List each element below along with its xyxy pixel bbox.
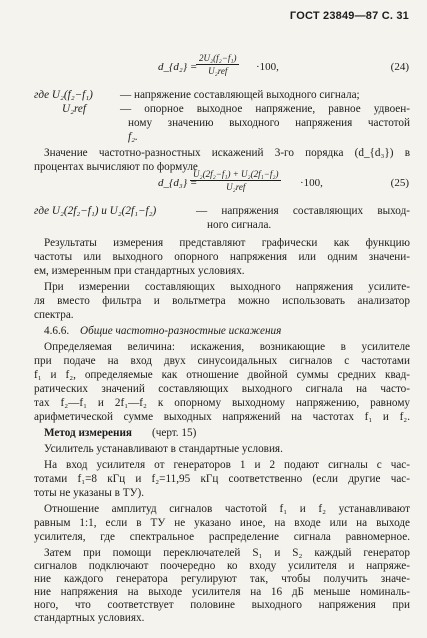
paragraph-text: [34, 624, 261, 638]
paragraph-text: спектра.: [34, 309, 74, 321]
paragraph-text: тах f₂—f₁ и 2f₁—f₂ к опорному выходному напряжению, равному: [34, 397, 410, 409]
definition-symbol: где U₂(f₂−f₁): [34, 89, 93, 101]
paragraph-text: Усилитель устанавливают в стандартные условия.: [44, 443, 283, 455]
paragraph-text: Затем при помощи переключателей S₁ и S₂ каждый генератор: [44, 547, 410, 559]
paragraph-line: [0, 598, 427, 612]
paragraph-line: [0, 502, 427, 516]
paragraph-text: усилителя, где спектральное распределение сигнала равномерное.: [34, 531, 410, 543]
section-number: 4.6.6.: [44, 325, 70, 337]
paragraph-text: при подаче на вход двух синусоидальных сигналов с частотами: [34, 355, 410, 367]
paragraph-text: Отношение амплитуд сигналов частотой f₁ и f₂ устанавливают: [44, 503, 410, 515]
definition-text: ному значению выходного напряжения частотой: [128, 117, 410, 129]
paragraph-line: [0, 572, 427, 586]
definition-text: ного сигнала.: [207, 219, 272, 231]
paragraph-text: ратических значений составляющих выходного сигнала на часто-: [34, 383, 410, 395]
definition-text: f₂.: [128, 131, 138, 143]
method-title: Метод измерения: [44, 427, 132, 439]
equation-24-denominator: U₂ref: [208, 66, 228, 76]
section-heading: [0, 324, 427, 338]
paragraph-line: [0, 611, 427, 625]
paragraph-line: [0, 368, 427, 382]
paragraph-line: [0, 382, 427, 396]
equation-24-fraction: [196, 52, 239, 77]
definition-text: — опорное выходное напряжение, равное удвоен-: [120, 103, 410, 115]
definition-line: [0, 88, 427, 102]
definition-text: — напряжение составляющей выходного сигнала;: [120, 89, 360, 101]
equation-25-number: (25): [390, 177, 409, 189]
paragraph-line: [0, 236, 427, 250]
paragraph-text: Результаты измерения представляют графически как функцию: [44, 237, 410, 249]
definition-line: [0, 116, 427, 130]
equation-24: [0, 52, 427, 82]
equation-25-lhs: d_{d₃} =: [158, 177, 198, 189]
definition-symbol: U₂ref: [62, 103, 86, 115]
paragraph-line: [0, 472, 427, 486]
definition-symbol: где U₂(2f₂−f₁) и U₂(2f₁−f₂): [34, 205, 157, 217]
paragraph-text: стандартных условиях.: [34, 612, 145, 624]
paragraph-line: [0, 410, 427, 424]
definition-line: [0, 218, 427, 232]
method-reference: (черт. 15): [152, 427, 197, 439]
paragraph-line: [0, 442, 427, 456]
paragraph-text: ного, что соответствует половине выходного напряжения при: [34, 599, 410, 611]
definition-text: — напряжения составляющих выход-: [196, 205, 410, 217]
paragraph-line: [0, 559, 427, 573]
equation-25-fraction: [190, 168, 281, 193]
page-header: ГОСТ 23849—87 С. 31: [289, 10, 409, 22]
paragraph-text: частоты или выходного опорного напряжения или одним значени-: [34, 251, 410, 263]
method-heading: [0, 426, 427, 440]
paragraph-text: равным 1:1, если в ТУ не указано иное, на входе или на выходе: [34, 517, 410, 529]
equation-25-tail: ·100,: [300, 177, 323, 189]
paragraph-text: Определяемая величина: искажения, возникающие в усилителе: [44, 341, 410, 353]
paragraph-line: [0, 516, 427, 530]
paragraph-text: тоты не указаны в ТУ).: [34, 487, 145, 499]
definition-line: [0, 102, 427, 116]
paragraph-text: арифметической сумме выходных напряжений на частотах f₁ и f₂.: [34, 411, 410, 423]
paragraph-line: [0, 546, 427, 560]
paragraph-text: ля вместо фильтра и вольтметра можно использовать анализатор: [34, 295, 410, 307]
section-title: Общие частотно-разностные искажения: [80, 325, 282, 337]
equation-24-number: (24): [390, 61, 409, 73]
definition-line: [0, 204, 427, 218]
paragraph-text: При измерении составляющих выходного напряжения усилите-: [44, 281, 410, 293]
paragraph-text: ние напряжения на выходе усилителя на 16 дБ меньше номиналь-: [34, 586, 410, 598]
equation-25-denominator: U₂ref: [226, 182, 246, 192]
paragraph-line: [0, 486, 427, 500]
paragraph-line: [0, 250, 427, 264]
equation-24-numerator: 2U₂(f₂−f₁): [196, 52, 239, 65]
paragraph-text: сигналов подключают поочередно ко входу усилителя и напряже-: [34, 560, 410, 572]
equation-24-lhs: d_{d₂} =: [158, 61, 198, 73]
equation-25: [0, 168, 427, 198]
paragraph-text: ние каждого генератора регулируют так, чтобы получить значе-: [34, 573, 410, 585]
paragraph-line: [0, 458, 427, 472]
paragraph-text: Значение частотно-разностных искажений 3-го порядка (d_{d₃}) в: [44, 147, 410, 159]
paragraph-line: [0, 280, 427, 294]
paragraph-line: [0, 264, 427, 278]
paragraph-line: [0, 146, 427, 160]
equation-24-tail: ·100,: [256, 61, 279, 73]
paragraph-line: [0, 354, 427, 368]
paragraph-text: ем, измеренным при стандартных условиях.: [34, 265, 245, 277]
definition-line: [0, 130, 427, 144]
paragraph-line: [0, 340, 427, 354]
paragraph-line: [0, 308, 427, 322]
paragraph-text: На вход усилителя от генераторов 1 и 2 подают сигналы с час-: [44, 459, 410, 471]
paragraph-line: [0, 396, 427, 410]
paragraph-text: f₁ и f₂, определяемые как отношение двойной суммы средних квад-: [34, 369, 410, 381]
equation-25-numerator: U₂(2f₂−f₁) + U₂(2f₁−f₂): [190, 168, 281, 181]
paragraph-text: процентах вычисляют по формуле: [34, 161, 198, 173]
paragraph-text: тотами f₁=8 кГц и f₂=11,95 кГц соответственно (если другие час-: [34, 473, 410, 485]
paragraph-line: [0, 530, 427, 544]
paragraph-line: [0, 294, 427, 308]
paragraph-line: [0, 585, 427, 599]
